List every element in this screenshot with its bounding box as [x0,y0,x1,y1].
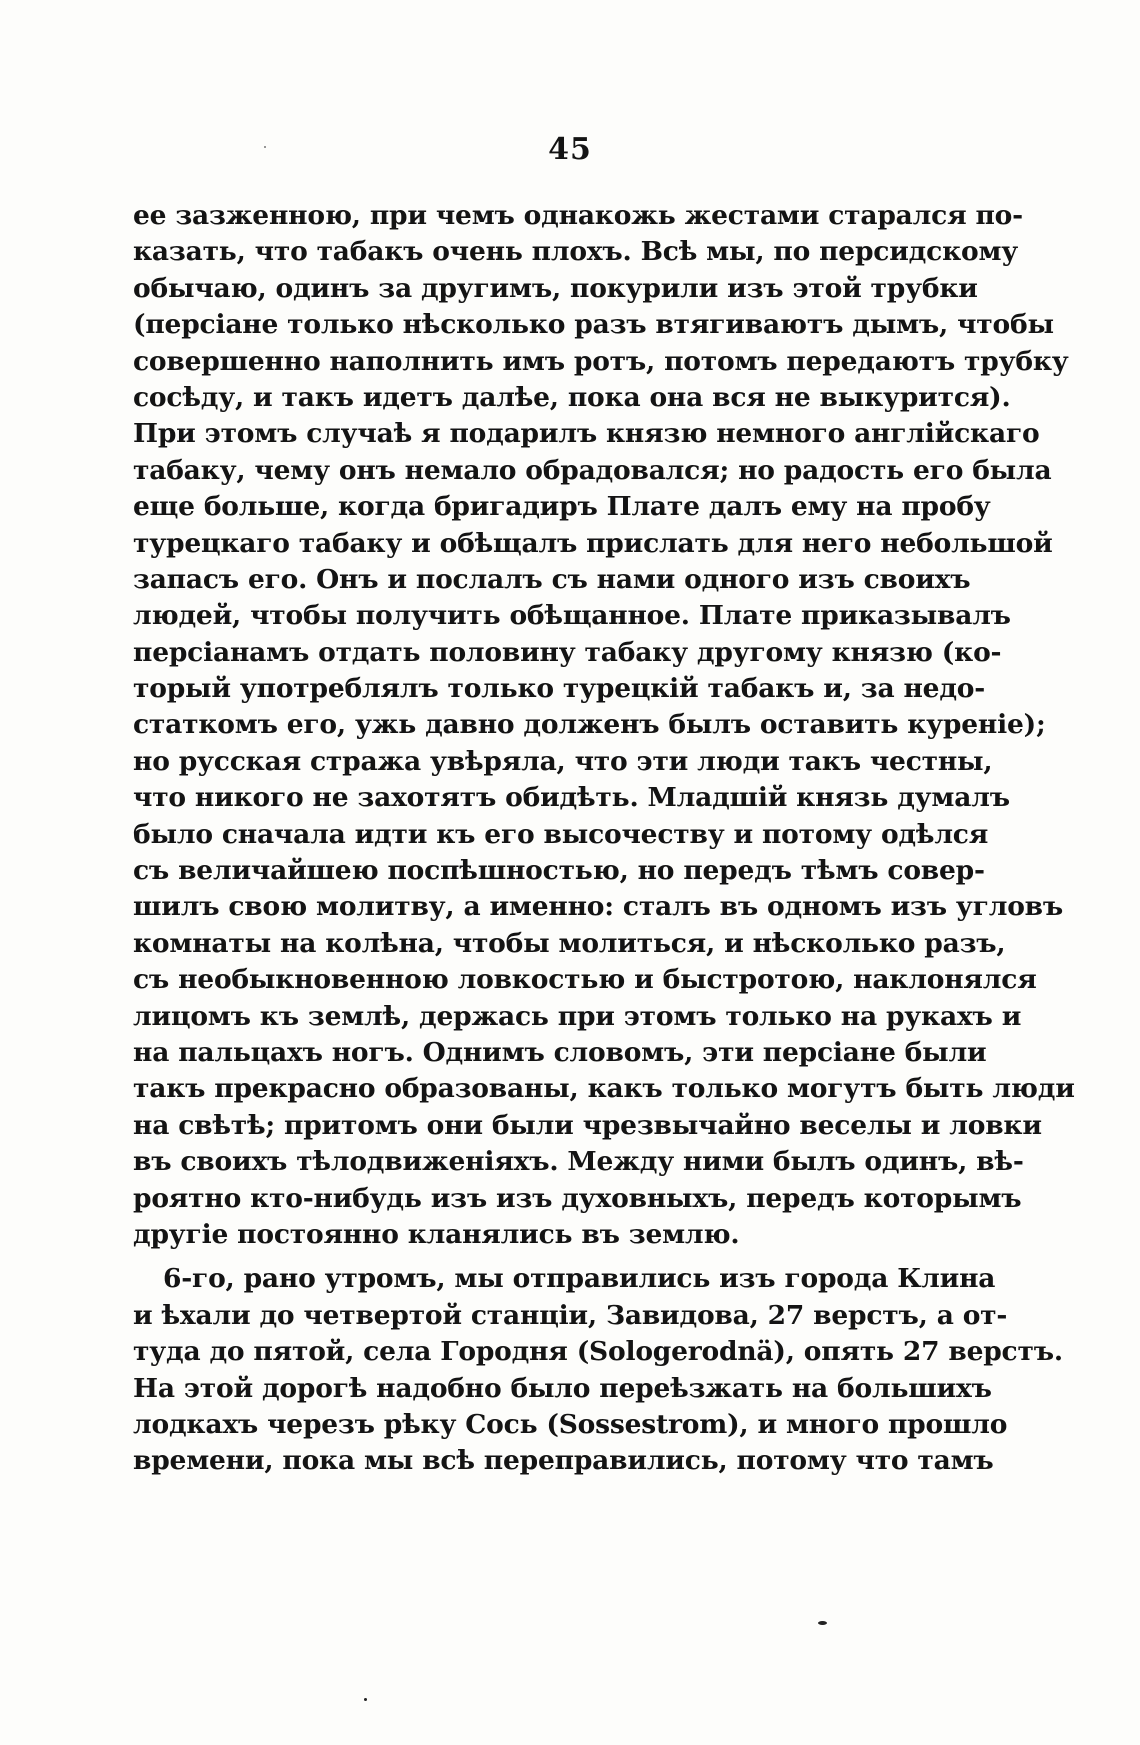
text-line: табаку, чему онъ немало обрадовался; но радость его была [133,454,1052,486]
text-line: шилъ свою молитву, а именно: сталъ въ одномъ изъ угловъ [133,891,1064,923]
text-line: было сначала идти къ его высочеству и потому одѣлся [133,818,989,850]
text-line: на пальцахъ ногъ. Однимъ словомъ, эти персіане были [133,1036,987,1068]
text-line: ее зазженною, при чемъ однакожь жестами старался по- [133,200,1023,231]
paragraph-gap [133,1253,937,1261]
print-speck [364,1698,367,1701]
text-line: лодкахъ черезъ рѣку Сось (Sossestrom), и много прошло [133,1408,1008,1440]
text-line: обычаю, одинъ за другимъ, покурили изъ этой трубки [133,272,978,304]
text-line: людей, чтобы получить обѣщанное. Плате приказывалъ [133,600,1011,632]
text-line: лицомъ къ землѣ, держась при этомъ только на рукахъ и [133,1000,1022,1032]
body-text [133,198,1075,1480]
text-line: При этомъ случаѣ я подарилъ князю немного англійскаго [133,418,1040,450]
text-line: торый употреблялъ только турецкій табакъ и, за недо- [133,673,986,705]
text-line: но русская стража увѣряла, что эти люди такъ честны, [133,745,993,777]
text-line: съ величайшею поспѣшностью, но передъ тѣмъ совер- [133,855,985,887]
text-line: запасъ его. Онъ и послалъ съ нами одного изъ своихъ [133,563,971,595]
text-line: турецкаго табаку и обѣщалъ прислать для него небольшой [133,527,1053,559]
text-line: на свѣтѣ; притомъ они были чрезвычайно веселы и ловки [133,1109,1042,1141]
text-line: еще больше, когда бригадиръ Плате далъ ему на пробу [133,491,991,523]
text-line: персіанамъ отдать половину табаку другому князю (ко- [133,636,1002,668]
text-line: На этой дорогѣ надобно было переѣзжать на большихъ [133,1372,992,1404]
text-line: что никого не захотятъ обидѣть. Младшій князь думалъ [133,782,1010,814]
text-line: времени, пока мы всѣ переправились, потому что тамъ [133,1445,994,1477]
text-line: 6-го, рано утромъ, мы отправились изъ города Клина [163,1263,996,1295]
text-line: статкомъ его, ужь давно долженъ былъ оставить куреніе); [133,709,1046,741]
page-number: 45 [548,132,592,167]
text-line: такъ прекрасно образованы, какъ только могутъ быть люди [133,1073,1075,1105]
text-line: туда до пятой, села Городня (Sologerodnä), опять 27 верстъ. [133,1336,1063,1368]
text-line: съ необыкновенною ловкостью и быстротою, наклонялся [133,964,1037,996]
text-line: роятно кто-нибудь изъ изъ духовныхъ, передъ которымъ [133,1182,1022,1214]
paragraph-1 [133,198,1075,1253]
text-line: другіе постоянно кланялись въ землю. [133,1218,740,1250]
text-line: сосѣду, и такъ идетъ далѣе, пока она вся не выкурится). [133,381,1011,413]
text-line: комнаты на колѣна, чтобы молиться, и нѣсколько разъ, [133,927,1006,959]
print-speck [264,146,266,148]
print-speck [818,1621,827,1625]
text-line: совершенно наполнить имъ ротъ, потомъ передаютъ трубку [133,345,1069,377]
paragraph-2 [133,1261,1063,1479]
text-line: и ѣхали до четвертой станціи, Завидова, 27 верстъ, а от- [133,1299,1008,1331]
text-line: въ своихъ тѣлодвиженіяхъ. Между ними былъ одинъ, вѣ- [133,1146,1024,1178]
text-line: (персіане только нѣсколько разъ втягиваютъ дымъ, чтобы [133,309,1054,341]
text-line: казать, что табакъ очень плохъ. Всѣ мы, по персидскому [133,236,1019,268]
